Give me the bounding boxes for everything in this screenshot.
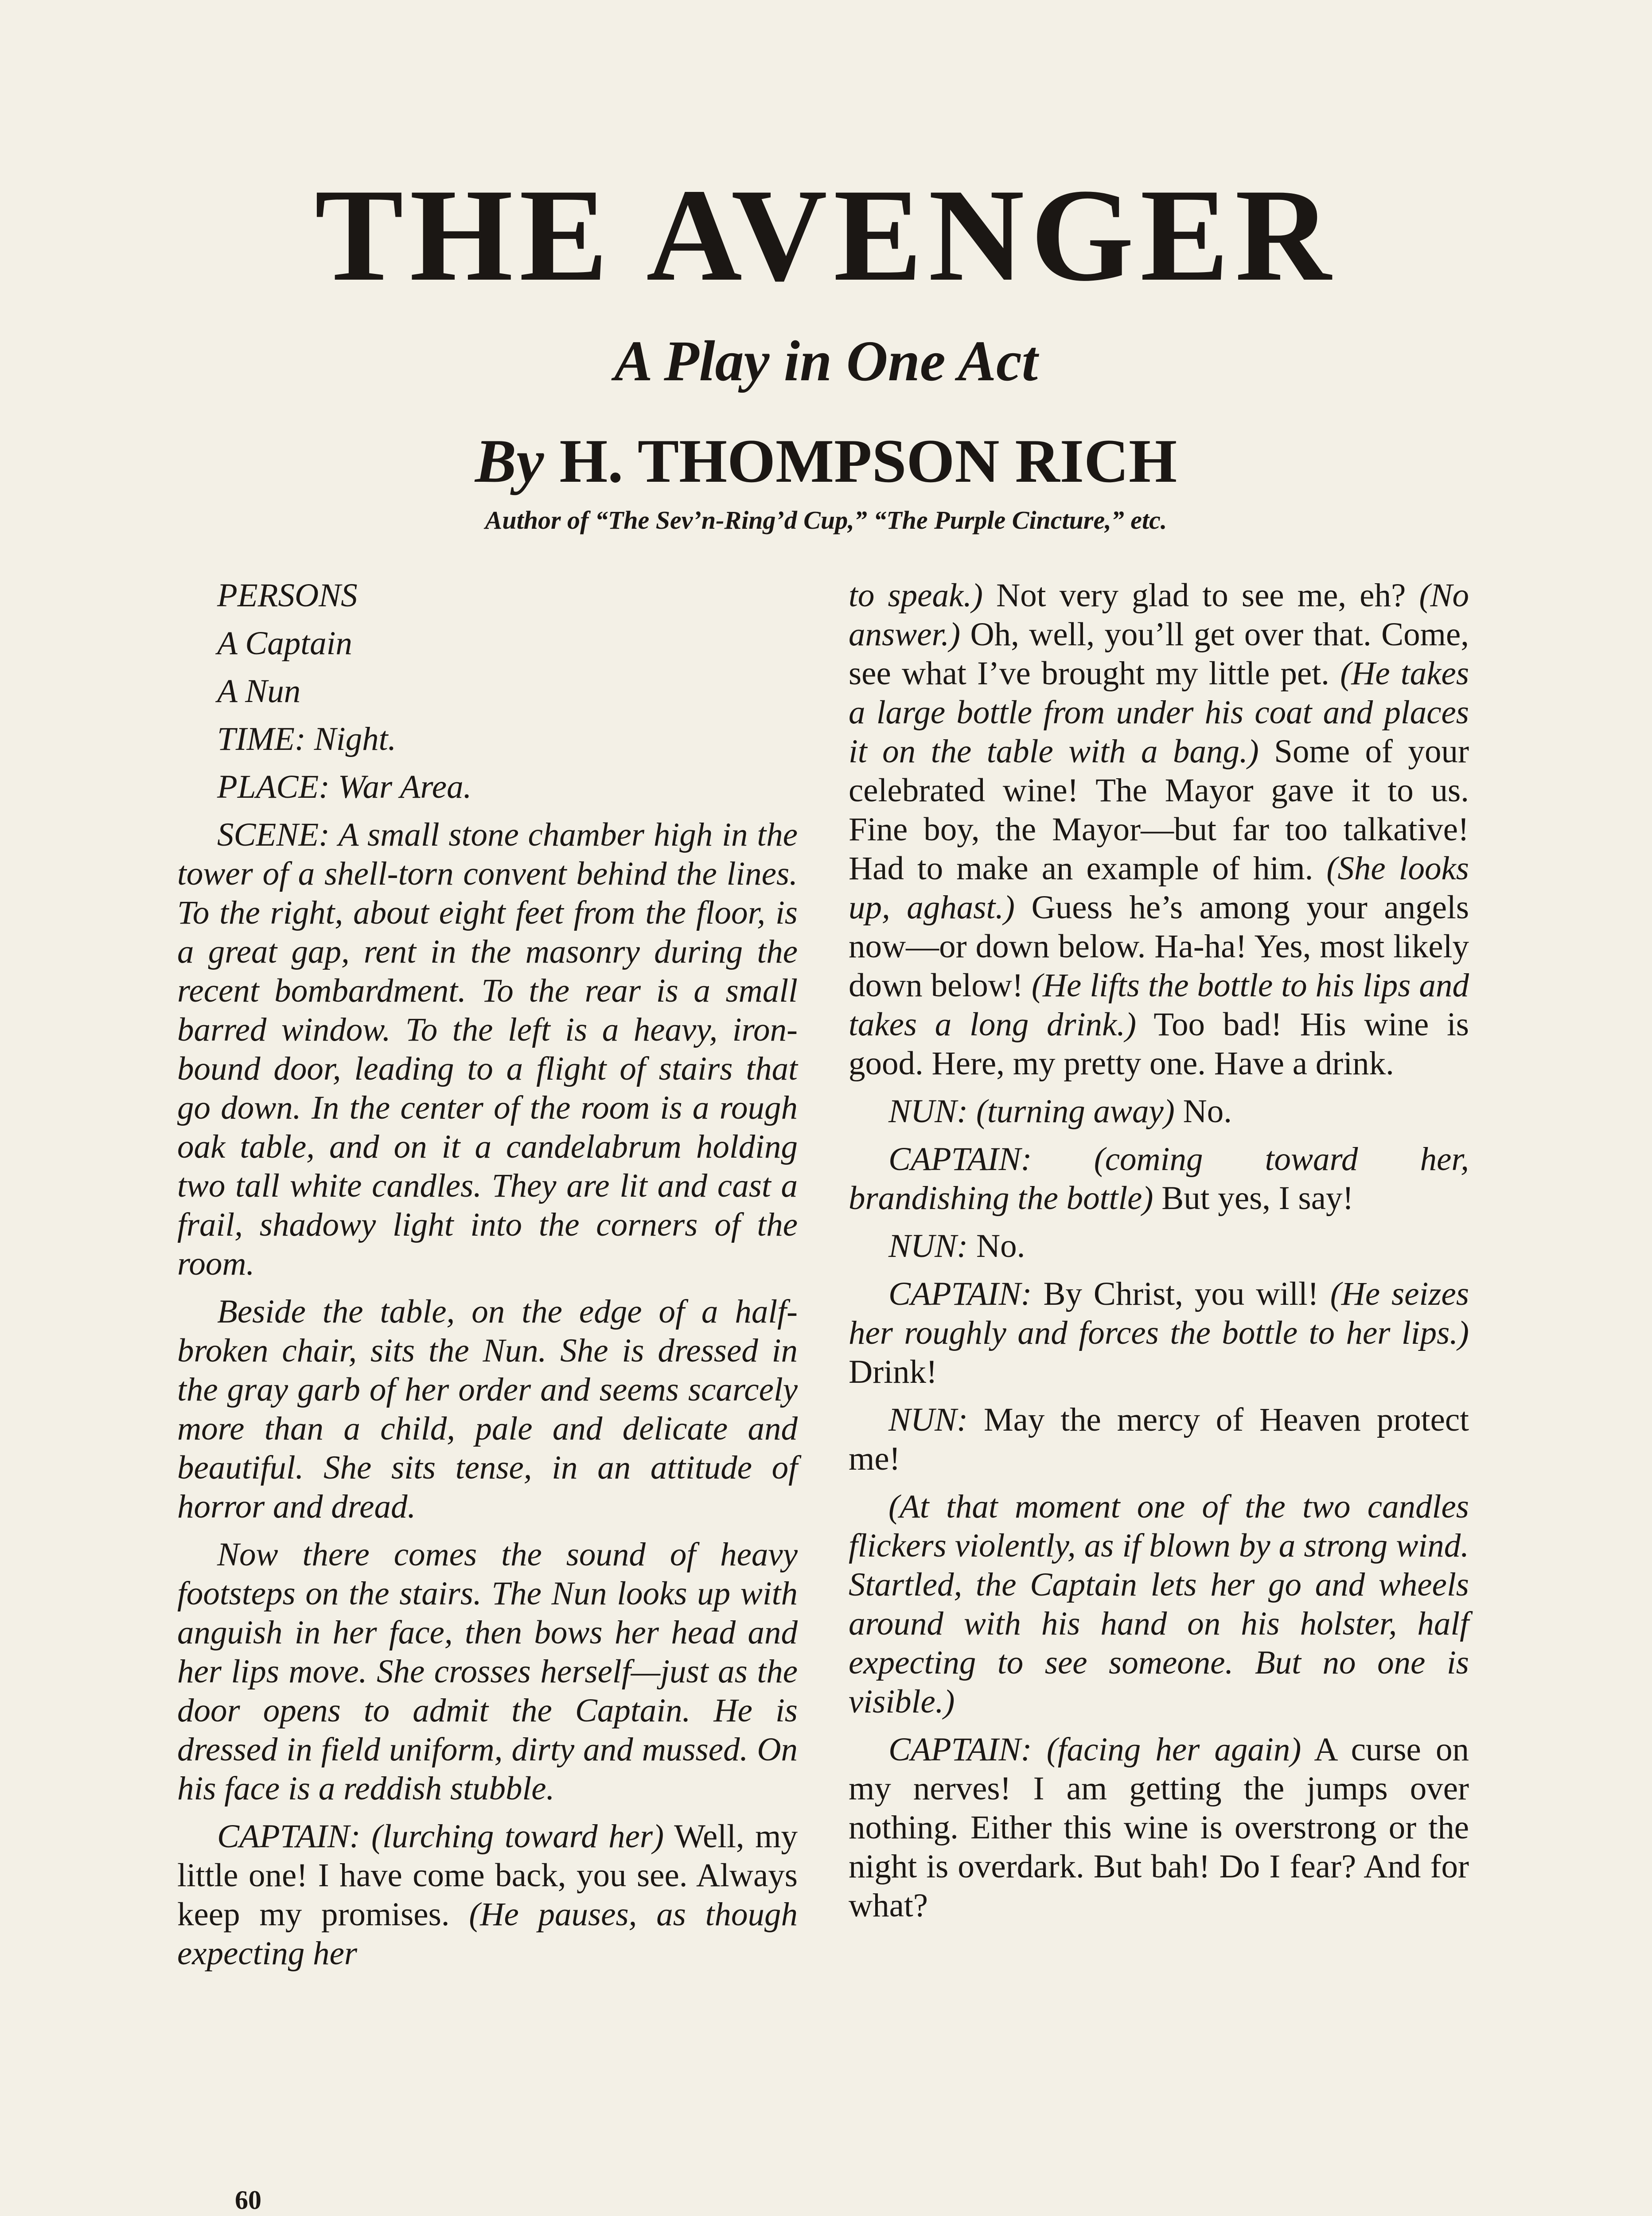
place-line: PLACE: War Area. [217, 769, 472, 805]
persons-heading: PERSONS [217, 577, 358, 614]
person-nun: A Nun [217, 673, 301, 710]
speaker-cue: CAPTAIN: (lurching toward her) [217, 1818, 664, 1855]
right-column [849, 576, 1469, 1934]
nun-line-2 [849, 1227, 1469, 1266]
speaker-cue: NUN: [888, 1401, 968, 1438]
nun-line-1 [849, 1092, 1469, 1131]
dialogue: But yes, I say! [1161, 1180, 1354, 1217]
speaker-cue: NUN: (turning away) [888, 1093, 1175, 1130]
captain-line-4 [849, 1730, 1469, 1925]
captain-entrance: Now there comes the sound of heavy footsteps on the stairs. The Nun looks up with anguish in her face, then bows her head and her lips move. She crosses herself—just as the door opens to admit the Captain. He is dressed in field uniform, dirty and mussed. On his face is a reddish stubble. [177, 1536, 798, 1807]
speaker-cue: CAPTAIN: (facing her again) [888, 1731, 1301, 1768]
dialogue: Some of your celebrated wine! The Mayor gave it to us. Fine boy, the Mayor—but far too talkative! Had to make an example of him. [849, 733, 1469, 887]
captain-line-3 [849, 1275, 1469, 1392]
captain-line-2 [849, 1140, 1469, 1218]
stage-direction: (He pauses, as though expecting her [177, 1896, 798, 1972]
left-column [177, 576, 798, 1982]
stage-direction: (He seizes her roughly and forces the bottle to her lips.) [849, 1276, 1469, 1351]
nun-line-3 [849, 1401, 1469, 1479]
speaker-cue: CAPTAIN: (coming toward her, brandishing the bottle) [849, 1141, 1469, 1217]
page-title: THE AVENGER [315, 161, 1337, 308]
dialogue: Too bad! His wine is good. Here, my pretty one. Have a drink. [849, 1006, 1469, 1082]
person-captain: A Captain [217, 625, 352, 662]
time-line: TIME: Night. [217, 721, 397, 757]
dialogue: No. [976, 1228, 1025, 1264]
author-name: H. THOMPSON RICH [559, 427, 1177, 495]
author-credits: Author of “The Sev’n-Ring’d Cup,” “The Purple Cincture,” etc. [485, 506, 1167, 534]
dialogue: A curse on my nerves! I am getting the jumps over nothing. Either this wine is overstrong or the night is overdark. But bah! Do I fear? And for what? [849, 1731, 1469, 1924]
stage-direction: to speak.) [849, 577, 983, 614]
stage-direction: (She looks up, aghast.) [849, 850, 1469, 926]
nun-description: Beside the table, on the edge of a half-broken chair, sits the Nun. She is dressed in the gray garb of her order and seems scarcely more than a child, pale and delicate and beautiful. She sits tense, in an attitude of horror and dread. [177, 1293, 798, 1525]
dialogue: Well, my little one! I have come back, you see. Always keep my promises. [177, 1818, 798, 1933]
subtitle: A Play in One Act [614, 329, 1038, 393]
byline [0, 425, 1652, 497]
speaker-cue: CAPTAIN: [888, 1276, 1032, 1312]
scene-description: SCENE: A small stone chamber high in the tower of a shell-torn convent behind the lines. To the right, about eight feet from the floor, is a great gap, rent in the masonry during the recent bombardment. To the rear is a small barred window. To the left is a heavy, iron-bound door, leading to a flight of stairs that go down. In the center of the room is a rough oak table, and on it a candelabrum holding two tall white candles. They are lit and cast a frail, shadowy light into the corners of the room. [177, 816, 798, 1282]
stage-direction: (He takes a large bottle from under his coat and places it on the table with a bang.) [849, 655, 1469, 770]
dialogue: May the mercy of Heaven protect me! [849, 1401, 1469, 1477]
stage-direction: (No answer.) [849, 577, 1469, 653]
stage-direction: (He lifts the bottle to his lips and takes a long drink.) [849, 967, 1469, 1043]
dialogue: By Christ, you will! [1043, 1276, 1319, 1312]
captain-line-1 [177, 1817, 798, 1973]
byline-prefix: By [475, 427, 544, 495]
speaker-cue: NUN: [888, 1228, 968, 1264]
captain-line-1-cont [849, 576, 1469, 1083]
dialogue: Oh, well, you’ll get over that. Come, see what I’ve brought my little pet. [849, 616, 1469, 692]
dialogue: No. [1183, 1093, 1232, 1130]
dialogue: Not very glad to see me, eh? [996, 577, 1406, 614]
dialogue: Guess he’s among your angels now—or down below. Ha-ha! Yes, most likely down below! [849, 889, 1469, 1004]
page-number: 60 [235, 2185, 261, 2215]
candle-stage-direction: (At that moment one of the two candles flickers violently, as if blown by a strong wind. Startled, the Captain lets her go and wheels around with his hand on his holster, half expecting to see someone. But no one is visible.) [849, 1488, 1469, 1720]
dialogue: Drink! [849, 1354, 937, 1390]
